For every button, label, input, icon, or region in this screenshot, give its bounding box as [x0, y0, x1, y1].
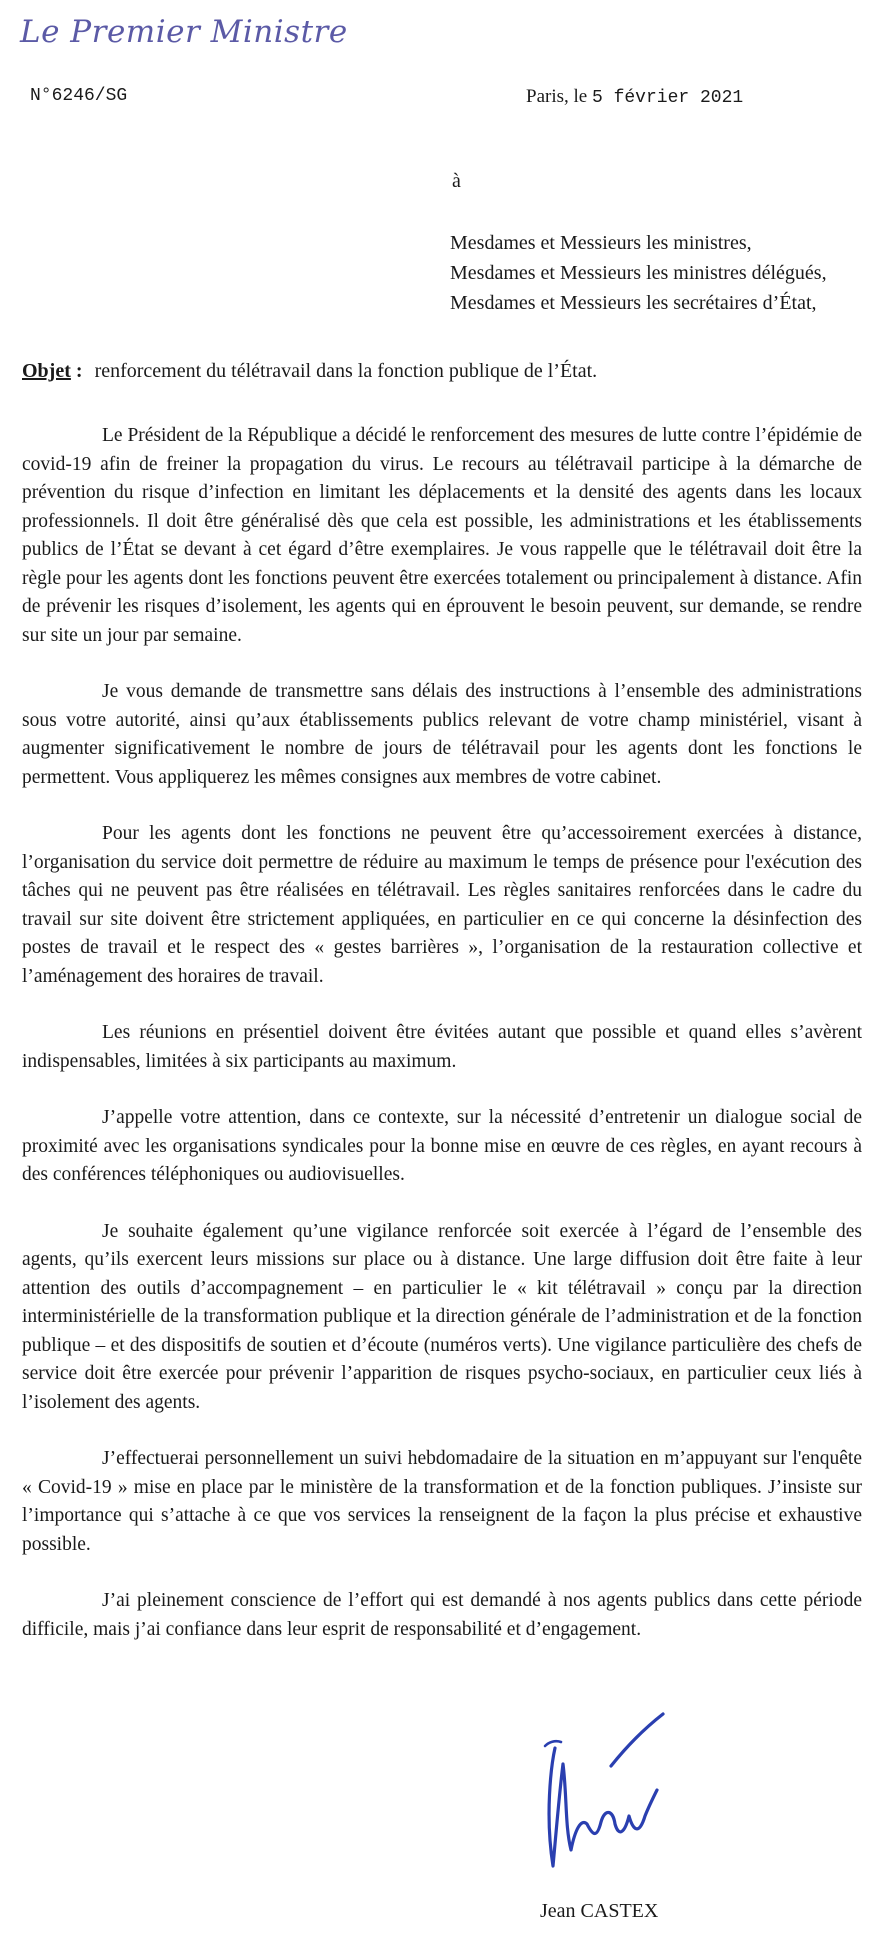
date-prefix: Paris, le	[526, 86, 588, 107]
subject-text: renforcement du télétravail dans la fonction publique de l’État.	[94, 360, 598, 382]
body-paragraph: J’ai pleinement conscience de l’effort qui est demandé à nos agents publics dans cette période difficile, mais j’ai confiance dans leur esprit de responsabilité et d’engagement.	[22, 1590, 862, 1640]
body-paragraph: Je vous demande de transmettre sans délais des instructions à l’ensemble des administrations sous votre autorité, ainsi qu’aux établissements publics relevant de votre champ ministériel, visant à augmenter significativement le nombre de jours de télétravail pour les agents dont les fonctions le permettent. Vous appliquerez les mêmes consignes aux membres de votre cabinet.	[22, 681, 862, 788]
body-paragraph: Le Président de la République a décidé le renforcement des mesures de lutte contre l’épidémie de covid-19 afin de freiner la propagation du virus. Le recours au télétravail participe à la démarche de prévention du risque d’infection en limitant les déplacements et la densité des agents dans les locaux professionnels. Il doit être généralisé dès que cela est possible, les administrations et les établissements publics de l’État se devant à cet égard d’être exemplaires. Je vous rappelle que le télétravail doit être la règle pour les agents dont les fonctions peuvent être exercées totalement ou principalement à distance. Afin de prévenir les risques d’isolement, les agents qui en éprouvent le besoin peuvent, sur demande, se rendre sur site un jour par semaine.	[22, 425, 862, 646]
letterhead-title: Le Premier Ministre	[20, 14, 348, 50]
recipient-line: Mesdames et Messieurs les ministres,	[450, 232, 752, 254]
recipient-line: Mesdames et Messieurs les secrétaires d’État,	[450, 292, 817, 314]
address-to: à	[452, 170, 461, 192]
body-paragraph: J’effectuerai personnellement un suivi hebdomadaire de la situation en m’appuyant sur l'enquête « Covid-19 » mise en place par le ministère de la transformation et de la fonction publiques. J’insiste sur l’importance qui s’attache à ce que vos services la renseignent de la façon la plus précise et exhaustive possible.	[22, 1448, 862, 1555]
subject-separator: :	[75, 360, 83, 382]
reference-number: N°6246/SG	[30, 86, 128, 106]
letter-body	[22, 422, 862, 1672]
subject-label: Objet	[22, 360, 71, 382]
date-value: 5 février 2021	[591, 88, 744, 108]
subject-line	[22, 360, 597, 383]
signatory-name: Jean CASTEX	[540, 1900, 659, 1922]
recipients-block	[450, 228, 827, 318]
handwritten-signature	[515, 1706, 685, 1886]
body-paragraph: J’appelle votre attention, dans ce contexte, sur la nécessité d’entretenir un dialogue social de proximité avec les organisations syndicales pour la bonne mise en œuvre de ces règles, en ayant recours à des conférences téléphoniques ou audiovisuelles.	[22, 1107, 862, 1185]
recipient-line: Mesdames et Messieurs les ministres délégués,	[450, 262, 827, 284]
date-line	[526, 86, 743, 108]
body-paragraph: Pour les agents dont les fonctions ne peuvent être qu’accessoirement exercées à distance, l’organisation du service doit permettre de réduire au maximum le temps de présence pour l'exécution des tâches qui ne peuvent pas être réalisées en télétravail. Les règles sanitaires renforcées dans le cadre du travail sur site doivent être strictement appliquées, en particulier en ce qui concerne la désinfection des postes de travail et le respect des « gestes barrières », l’organisation de la restauration collective et l’aménagement des horaires de travail.	[22, 823, 862, 987]
body-paragraph: Je souhaite également qu’une vigilance renforcée soit exercée à l’égard de l’ensemble des agents, qu’ils exercent leurs missions sur place ou à distance. Une large diffusion doit être faite à leur attention des outils d’accompagnement – en particulier le « kit télétravail » conçu par la direction interministérielle de la transformation publique et la direction générale de l’administration et de la fonction publique – et des dispositifs de soutien et d’écoute (numéros verts). Une vigilance particulière des chefs de service doit être exercée pour prévenir l’apparition de risques psycho-sociaux, en particulier ceux liés à l’isolement des agents.	[22, 1220, 862, 1413]
body-paragraph: Les réunions en présentiel doivent être évitées autant que possible et quand elles s’avèrent indispensables, limitées à six participants au maximum.	[22, 1022, 862, 1072]
